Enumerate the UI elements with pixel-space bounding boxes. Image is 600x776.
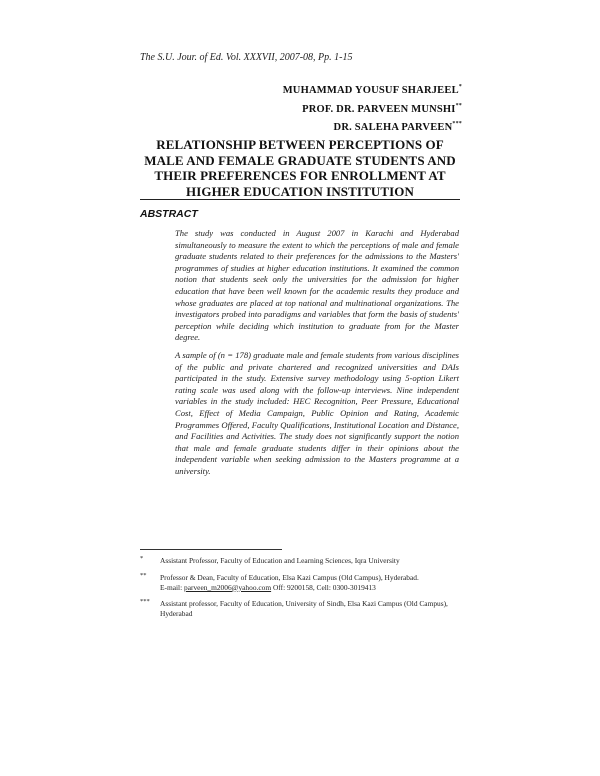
author-line xyxy=(283,80,462,99)
paper-title: RELATIONSHIP BETWEEN PERCEPTIONS OF MALE AND FEMALE GRADUATE STUDENTS AND THEIR PREFERENCES FOR ENROLLMENT AT HIGHER EDUCATION INSTITUTION xyxy=(144,137,456,199)
footnote xyxy=(140,573,460,593)
abstract-heading: ABSTRACT xyxy=(140,208,198,220)
footnote-text: Assistant Professor, Faculty of Education and Learning Sciences, Iqra University xyxy=(160,556,400,565)
footnotes xyxy=(140,556,460,626)
abstract-paragraph: A sample of (n = 178) graduate male and female students from various disciplines of the public and private chartered and recognized universities and DAIs participated in the study. Extensive survey methodology using 5-option Likert rating scale was used along with the follow-up interviews. Nine independent variables in the study included: HEC Recognition, Peer Pressure, Educational Cost, Effect of Media Campaign, Public Opinion and Rating, Academic Programmes Offered, Faculty Qualifications, Institutional Location and Distance, and Facilities and Activities. The study does not significantly support the notion that male and female graduate students differ in their opinions about the independent variable when seeking admission to the Masters programme at a university. xyxy=(175,349,459,476)
phone-numbers: Off: 9200158, Cell: 0300-3019413 xyxy=(272,582,376,592)
title-divider xyxy=(140,199,460,200)
author-affiliation-mark: ** xyxy=(455,102,462,109)
email-label: E-mail: xyxy=(160,582,183,592)
author-name: DR. SALEHA PARVEEN xyxy=(333,122,453,133)
author-name: PROF. DR. PARVEEN MUNSHI xyxy=(302,103,456,115)
footnote-mark: *** xyxy=(140,598,150,606)
journal-header: The S.U. Jour. of Ed. Vol. XXXVII, 2007-08, Pp. 1-15 xyxy=(140,52,353,63)
author-line xyxy=(283,117,462,136)
footnote-text: Professor & Dean, Faculty of Education, Elsa Kazi Campus (Old Campus), Hyderabad. xyxy=(160,572,419,582)
footnote-text: Assistant professor, Faculty of Education, University of Sindh, Elsa Kazi Campus (Old Campus), Hyderabad xyxy=(160,599,448,619)
abstract-body xyxy=(175,228,459,483)
email-link[interactable]: parveen_m2006@yahoo.com xyxy=(184,582,272,592)
footnote-mark: ** xyxy=(140,571,147,579)
footnote xyxy=(140,599,460,619)
author-name: MUHAMMAD YOUSUF SHARJEEL xyxy=(282,85,459,96)
author-list xyxy=(283,80,462,136)
abstract-paragraph: The study was conducted in August 2007 in Karachi and Hyderabad simultaneously to measure the extent to which the perceptions of male and female graduate students related to their preferences for the admissions to the Masters' programmes of studies at higher education institutions. It examined the common notion that students seek only the universities for the admission for higher education that have been well known for the academic results they produce and whose graduates are placed at top national and multinational organizations. The investigators probed into paradigms and variables that form the basis of students' perception while deciding which institution to graduate from for the Master degree. xyxy=(175,228,459,343)
footnote xyxy=(140,556,460,566)
author-affiliation-mark: * xyxy=(458,84,462,90)
footnote-contact xyxy=(160,583,460,593)
footnote-divider xyxy=(140,549,282,550)
footnote-mark: * xyxy=(140,555,144,562)
author-affiliation-mark: *** xyxy=(452,121,462,127)
author-line xyxy=(283,99,462,118)
